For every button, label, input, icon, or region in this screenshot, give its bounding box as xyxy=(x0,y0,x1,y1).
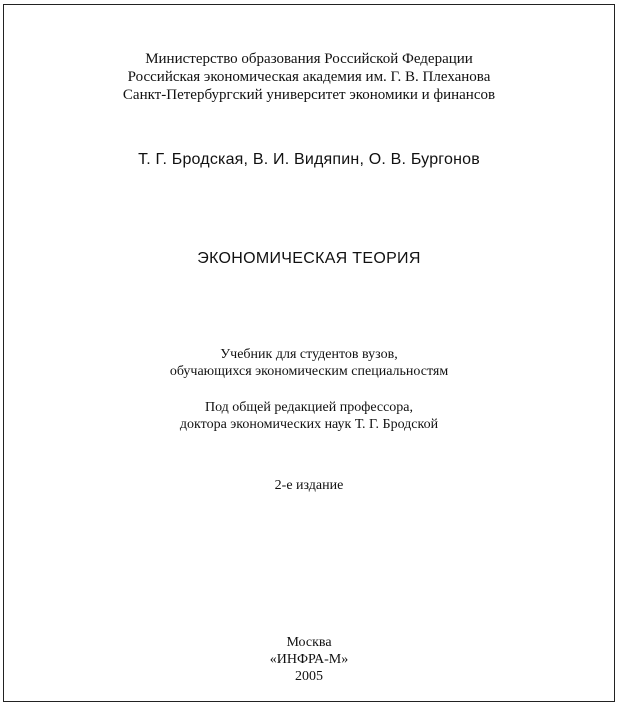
imprint-year: 2005 xyxy=(295,669,323,684)
book-title-text: ЭКОНОМИЧЕСКАЯ ТЕОРИЯ xyxy=(197,250,421,267)
imprint-city: Москва xyxy=(286,635,332,650)
edition-text: 2-е издание xyxy=(274,478,344,493)
editor-line-1: Под общей редакцией профессора, xyxy=(204,400,414,415)
editor-note xyxy=(4,399,614,433)
title-page xyxy=(3,4,615,702)
authors xyxy=(4,150,614,170)
description-line-2: обучающихся экономическим специальностям xyxy=(169,364,449,379)
institution-academy: Российская экономическая академия им. Г. В. Плеханова xyxy=(127,69,491,85)
description-line-1: Учебник для студентов вузов, xyxy=(220,347,398,362)
institution-ministry: Министерство образования Российской Федерации xyxy=(145,51,473,67)
institutions-block xyxy=(4,50,614,104)
book-title xyxy=(4,249,614,269)
institution-university: Санкт-Петербургский университет экономики и финансов xyxy=(122,87,496,103)
edition xyxy=(4,477,614,494)
imprint-publisher: «ИНФРА-М» xyxy=(269,652,349,667)
book-description xyxy=(4,346,614,380)
imprint xyxy=(4,634,614,685)
editor-line-2: доктора экономических наук Т. Г. Бродской xyxy=(179,417,439,432)
authors-line: Т. Г. Бродская, В. И. Видяпин, О. В. Бургонов xyxy=(138,151,480,168)
